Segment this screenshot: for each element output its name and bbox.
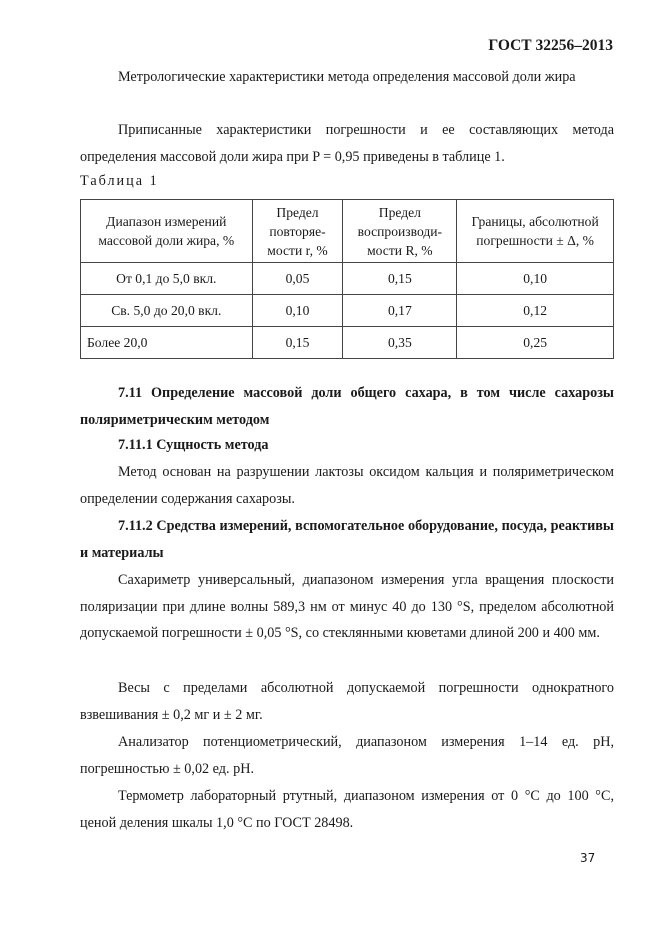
table-cell: От 0,1 до 5,0 вкл. bbox=[81, 263, 253, 295]
table-cell: 0,25 bbox=[457, 327, 614, 359]
header-range: Диапазон измерений массовой доли жира, % bbox=[81, 200, 253, 263]
table-cell: Более 20,0 bbox=[81, 327, 253, 359]
table-cell: Св. 5,0 до 20,0 вкл. bbox=[81, 295, 253, 327]
page-number: 37 bbox=[580, 851, 596, 865]
paragraph-metrology: Метрологические характеристики метода определения массовой доли жира bbox=[118, 69, 576, 85]
section-7-11-1-title: 7.11.1 Сущность метода bbox=[118, 437, 269, 453]
table-cell: 0,15 bbox=[343, 263, 457, 295]
table-cell: 0,17 bbox=[343, 295, 457, 327]
table-cell: 0,10 bbox=[457, 263, 614, 295]
table-row bbox=[81, 327, 614, 359]
metrology-table bbox=[80, 199, 614, 359]
paragraph-characteristics: Приписанные характеристики погрешности и ее составляющих метода определения массовой доли жира при P = 0,95 приведены в таблице 1. bbox=[80, 122, 614, 165]
table-cell: 0,10 bbox=[252, 295, 343, 327]
table-caption: Таблица 1 bbox=[80, 173, 159, 189]
section-7-11-1-text: Метод основан на разрушении лактозы оксидом кальция и поляриметрическом определении содержания сахарозы. bbox=[80, 464, 614, 507]
item-thermometer: Термометр лабораторный ртутный, диапазоном измерения от 0 °С до 100 °С, ценой деления шкалы 1,0 °С по ГОСТ 28498. bbox=[80, 788, 614, 831]
item-analyzer: Анализатор потенциометрический, диапазоном измерения 1–14 ед. рН, погрешностью ± 0,02 ед. рН. bbox=[80, 734, 614, 777]
table-row bbox=[81, 263, 614, 295]
table-cell: 0,12 bbox=[457, 295, 614, 327]
section-7-11-2-title: 7.11.2 Средства измерений, вспомогательное оборудование, посуда, реактивы и материалы bbox=[80, 518, 614, 561]
document-header: ГОСТ 32256–2013 bbox=[488, 37, 613, 54]
table-header-row bbox=[81, 200, 614, 263]
item-scales: Весы с пределами абсолютной допускаемой погрешности однократного взвешивания ± 0,2 мг и ± 2 мг. bbox=[80, 680, 614, 723]
item-saccharimeter: Сахариметр универсальный, диапазоном измерения угла вращения плоскости поляризации при длине волны 589,3 нм от минус 40 до 130 °S, пределом абсолютной допускаемой погрешности ± 0,05 °S, со стеклянными кюветами длиной 200 и 400 мм. bbox=[80, 572, 614, 641]
table-cell: 0,05 bbox=[252, 263, 343, 295]
header-repeatability: Предел повторяе-мости r, % bbox=[252, 200, 343, 263]
table-row bbox=[81, 295, 614, 327]
table-cell: 0,35 bbox=[343, 327, 457, 359]
header-reproducibility: Предел воспроизводи-мости R, % bbox=[343, 200, 457, 263]
table-cell: 0,15 bbox=[252, 327, 343, 359]
section-7-11-title: 7.11 Определение массовой доли общего сахара, в том числе сахарозы поляриметрическим методом bbox=[80, 385, 614, 428]
header-error-limits: Границы, абсолютной погрешности ± Δ, % bbox=[457, 200, 614, 263]
